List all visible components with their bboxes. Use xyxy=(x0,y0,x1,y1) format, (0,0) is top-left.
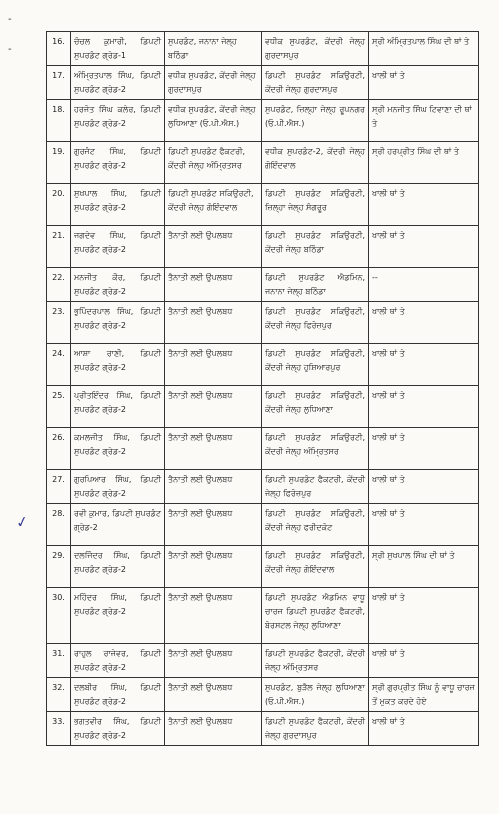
officer-name-cell: ਭਗਤਵੀਰ ਸਿੰਘ, ਡਿਪਟੀ ਸੁਪਰਡੰਟ ਗ੍ਰੇਡ-2 xyxy=(71,712,165,746)
new-posting-cell: ਡਿਪਟੀ ਸੁਪਰਡੰਟ ਸਕਿਉਰਟੀ, ਕੇਂਦਰੀ ਜੇਲ੍ਹ ਗੁਰਦਾਸਪੁਰ xyxy=(262,66,369,100)
remarks-cell: ਖਾਲੀ ਥਾਂ ਤੇ xyxy=(369,344,479,386)
remarks-cell: ਖਾਲੀ ਥਾਂ ਤੇ xyxy=(369,66,479,100)
table-row xyxy=(47,386,479,428)
new-posting-cell: ਡਿਪਟੀ ਸੁਪਰਡੰਟ ਸਕਿਉਰਟੀ, ਕੇਂਦਰੀ ਜੇਲ੍ਹ ਲੁਧਿਆਣਾ xyxy=(262,386,369,428)
officer-name-cell: ਗੁਰਪਿਆਰ ਸਿੰਘ, ਡਿਪਟੀ ਸੁਪਰਡੰਟ ਗ੍ਰੇਡ-2 xyxy=(71,470,165,504)
row-number-cell: 33. xyxy=(47,712,71,746)
officer-name-cell: ਆਸ਼ਾ ਰਾਣੀ, ਡਿਪਟੀ ਸੁਪਰਡੰਟ ਗ੍ਰੇਡ-2 xyxy=(71,344,165,386)
current-posting-cell: ਸੁਪਰਡੰਟ, ਜਨਾਨਾ ਜੇਲ੍ਹ ਬਠਿੰਡਾ xyxy=(165,32,262,66)
row-number-cell: 24. xyxy=(47,344,71,386)
remarks-cell: ਸ੍ਰੀ ਅੰਮ੍ਰਿਤਪਾਲ ਸਿੰਘ ਦੀ ਥਾਂ ਤੇ xyxy=(369,32,479,66)
new-posting-cell: ਵਧੀਕ ਸੁਪਰਡੰਟ-2, ਕੇਂਦਰੀ ਜੇਲ੍ਹ ਗੋਇੰਦਵਾਲ xyxy=(262,142,369,184)
table-row xyxy=(47,268,479,302)
officer-name-cell: ਗੁਰਜੰਟ ਸਿੰਘ, ਡਿਪਟੀ ਸੁਪਰਡੰਟ ਗ੍ਰੇਡ-2 xyxy=(71,142,165,184)
current-posting-cell: ਤੈਨਾਤੀ ਲਈ ਉਪਲਬਧ xyxy=(165,428,262,470)
table-row xyxy=(47,32,479,66)
officer-name-cell: ਮਨਜੀਤ ਕੌਰ, ਡਿਪਟੀ ਸੁਪਰਡੰਟ ਗ੍ਰੇਡ-2 xyxy=(71,268,165,302)
remarks-cell: ਖਾਲੀ ਥਾਂ ਤੇ xyxy=(369,184,479,226)
current-posting-cell: ਤੈਨਾਤੀ ਲਈ ਉਪਲਬਧ xyxy=(165,386,262,428)
table-row xyxy=(47,470,479,504)
row-number-cell: 16. xyxy=(47,32,71,66)
current-posting-cell: ਤੈਨਾਤੀ ਲਈ ਉਪਲਬਧ xyxy=(165,226,262,268)
current-posting-cell: ਤੈਨਾਤੀ ਲਈ ਉਪਲਬਧ xyxy=(165,302,262,344)
new-posting-cell: ਡਿਪਟੀ ਸੁਪਰਡੰਟ ਸਕਿਉਰਟੀ, ਜ਼ਿਲ੍ਹਾ ਜੇਲ੍ਹ ਸੰਗਰੂਰ xyxy=(262,184,369,226)
new-posting-cell: ਸੁਪਰਡੰਟ, ਜ਼ਿਲ੍ਹਾ ਜੇਲ੍ਹ ਰੂਪਨਗਰ (ਓ.ਪੀ.ਐਸ.) xyxy=(262,100,369,142)
officer-name-cell: ਕਮਲਜੀਤ ਸਿੰਘ, ਡਿਪਟੀ ਸੁਪਰਡੰਟ ਗ੍ਰੇਡ-2 xyxy=(71,428,165,470)
new-posting-cell: ਡਿਪਟੀ ਸੁਪਰਡੰਟ ਫੈਕਟਰੀ, ਕੇਂਦਰੀ ਜੇਲ੍ਹ ਫਿਰੋਜ਼ਪੁਰ xyxy=(262,470,369,504)
new-posting-cell: ਡਿਪਟੀ ਸੁਪਰਡੰਟ ਸਕਿਉਰਟੀ, ਕੇਂਦਰੀ ਜੇਲ੍ਹ ਫਿਰੋਜ਼ਪੁਰ xyxy=(262,302,369,344)
margin-dash: - xyxy=(8,44,12,55)
table-row xyxy=(47,546,479,588)
row-number-cell: 17. xyxy=(47,66,71,100)
officer-name-cell: ਮਹਿੰਦਰ ਸਿੰਘ, ਡਿਪਟੀ ਸੁਪਰਡੰਟ ਗ੍ਰੇਡ-2 xyxy=(71,588,165,644)
current-posting-cell: ਤੈਨਾਤੀ ਲਈ ਉਪਲਬਧ xyxy=(165,678,262,712)
officer-name-cell: ਦਲਬੀਰ ਸਿੰਘ, ਡਿਪਟੀ ਸੁਪਰਡੰਟ ਗ੍ਰੇਡ-2 xyxy=(71,678,165,712)
row-number-cell: 23. xyxy=(47,302,71,344)
new-posting-cell: ਡਿਪਟੀ ਸੁਪਰਡੰਟ ਸਕਿਉਰਟੀ, ਕੇਂਦਰੀ ਜੇਲ੍ਹ ਅੰਮ੍ਰਿਤਸਰ xyxy=(262,428,369,470)
table-row xyxy=(47,504,479,546)
officer-name-cell: ਚੰਚਲ ਕੁਮਾਰੀ, ਡਿਪਟੀ ਸੁਪਰਡੰਟ ਗ੍ਰੇਡ-1 xyxy=(71,32,165,66)
current-posting-cell: ਤੈਨਾਤੀ ਲਈ ਉਪਲਬਧ xyxy=(165,644,262,678)
current-posting-cell: ਡਿਪਟੀ ਸੁਪਰਡੰਟ ਸਕਿਉਰਟੀ, ਕੇਂਦਰੀ ਜੇਲ੍ਹ ਗੋਇੰਦਵਾਲ xyxy=(165,184,262,226)
row-number-cell: 32. xyxy=(47,678,71,712)
officer-name-cell: ਭੁਪਿੰਦਰਪਾਲ ਸਿੰਘ, ਡਿਪਟੀ ਸੁਪਰਡੰਟ ਗ੍ਰੇਡ-2 xyxy=(71,302,165,344)
current-posting-cell: ਤੈਨਾਤੀ ਲਈ ਉਪਲਬਧ xyxy=(165,344,262,386)
current-posting-cell: ਤੈਨਾਤੀ ਲਈ ਉਪਲਬਧ xyxy=(165,588,262,644)
remarks-cell: ਖਾਲੀ ਥਾਂ ਤੇ xyxy=(369,386,479,428)
remarks-cell: ਸ੍ਰੀ ਗੁਰਪ੍ਰੀਤ ਸਿੰਘ ਨੂੰ ਵਾਧੂ ਚਾਰਜ ਤੋਂ ਮੁਕਤ ਕਰਦੇ ਹੋਏ xyxy=(369,678,479,712)
current-posting-cell: ਤੈਨਾਤੀ ਲਈ ਉਪਲਬਧ xyxy=(165,712,262,746)
current-posting-cell: ਵਧੀਕ ਸੁਪਰਡੰਟ, ਕੇਂਦਰੀ ਜੇਲ੍ਹ ਗੁਰਦਾਸਪੁਰ xyxy=(165,66,262,100)
table-row xyxy=(47,100,479,142)
officer-name-cell: ਪ੍ਰੀਤਇੰਦਰ ਸਿੰਘ, ਡਿਪਟੀ ਸੁਪਰਡੰਟ ਗ੍ਰੇਡ-2 xyxy=(71,386,165,428)
remarks-cell: ਸ੍ਰੀ ਮਨਜੀਤ ਸਿੰਘ ਟਿਵਾਣਾ ਦੀ ਥਾਂ ਤੇ xyxy=(369,100,479,142)
table-row xyxy=(47,344,479,386)
remarks-cell: -- xyxy=(369,268,479,302)
table-row xyxy=(47,428,479,470)
handwritten-check-mark: ✓ xyxy=(14,511,31,533)
remarks-cell: ਸ੍ਰੀ ਹਰਪ੍ਰੀਤ ਸਿੰਘ ਦੀ ਥਾਂ ਤੇ xyxy=(369,142,479,184)
current-posting-cell: ਤੈਨਾਤੀ ਲਈ ਉਪਲਬਧ xyxy=(165,268,262,302)
new-posting-cell: ਡਿਪਟੀ ਸੁਪਰਡੰਟ ਐਡਮਿਨ ਵਾਧੂ ਚਾਰਜ ਡਿਪਟੀ ਸੁਪਰਡੰਟ ਫੈਕਟਰੀ, ਬੋਰਸਟਲ ਜੇਲ੍ਹ ਲੁਧਿਆਣਾ xyxy=(262,588,369,644)
current-posting-cell: ਡਿਪਟੀ ਸੁਪਰਡੰਟ ਫੈਕਟਰੀ, ਕੇਂਦਰੀ ਜੇਲ੍ਹ ਅੰਮ੍ਰਿਤਸਰ xyxy=(165,142,262,184)
row-number-cell: 19. xyxy=(47,142,71,184)
remarks-cell: ਸ੍ਰੀ ਸੁਖਪਾਲ ਸਿੰਘ ਦੀ ਥਾਂ ਤੇ xyxy=(369,546,479,588)
remarks-cell: ਖਾਲੀ ਥਾਂ ਤੇ xyxy=(369,588,479,644)
current-posting-cell: ਵਧੀਕ ਸੁਪਰਡੰਟ, ਕੇਂਦਰੀ ਜੇਲ੍ਹ ਲੁਧਿਆਣਾ (ਓ.ਪੀ.ਐਸ.) xyxy=(165,100,262,142)
remarks-cell: ਖਾਲੀ ਥਾਂ ਤੇ xyxy=(369,504,479,546)
new-posting-cell: ਡਿਪਟੀ ਸੁਪਰਡੰਟ ਫੈਕਟਰੀ, ਕੇਂਦਰੀ ਜੇਲ੍ਹ ਗੁਰਦਾਸਪੁਰ xyxy=(262,712,369,746)
row-number-cell: 25. xyxy=(47,386,71,428)
officer-name-cell: ਰਵੀ ਕੁਮਾਰ, ਡਿਪਟੀ ਸੁਪਰਡੰਟ ਗ੍ਰੇਡ-2 xyxy=(71,504,165,546)
new-posting-cell: ਡਿਪਟੀ ਸੁਪਰਡੰਟ ਸਕਿਉਰਟੀ, ਕੇਂਦਰੀ ਜੇਲ੍ਹ ਬਠਿੰਡਾ xyxy=(262,226,369,268)
remarks-cell: ਖਾਲੀ ਥਾਂ ਤੇ xyxy=(369,644,479,678)
officer-name-cell: ਹਰਜੋਤ ਸਿੰਘ ਕਲੇਰ, ਡਿਪਟੀ ਸੁਪਰਡੰਟ ਗ੍ਰੇਡ-2 xyxy=(71,100,165,142)
new-posting-cell: ਡਿਪਟੀ ਸੁਪਰਡੰਟ ਸਕਿਉਰਟੀ, ਕੇਂਦਰੀ ਜੇਲ੍ਹ ਫਰੀਦਕੋਟ xyxy=(262,504,369,546)
new-posting-cell: ਡਿਪਟੀ ਸੁਪਰਡੰਟ ਸਕਿਉਰਟੀ, ਕੇਂਦਰੀ ਜੇਲ੍ਹ ਹੁਸ਼ਿਆਰਪੁਰ xyxy=(262,344,369,386)
new-posting-cell: ਵਧੀਕ ਸੁਪਰਡੰਟ, ਕੇਂਦਰੀ ਜੇਲ੍ਹ ਗੁਰਦਾਸਪੁਰ xyxy=(262,32,369,66)
row-number-cell: 22. xyxy=(47,268,71,302)
row-number-cell: 29. xyxy=(47,546,71,588)
table-row xyxy=(47,678,479,712)
row-number-cell: 20. xyxy=(47,184,71,226)
table-row xyxy=(47,644,479,678)
row-number-cell: 31. xyxy=(47,644,71,678)
new-posting-cell: ਡਿਪਟੀ ਸੁਪਰਡੰਟ ਫੈਕਟਰੀ, ਕੇਂਦਰੀ ਜੇਲ੍ਹ ਅੰਮ੍ਰਿਤਸਰ xyxy=(262,644,369,678)
row-number-cell: 18. xyxy=(47,100,71,142)
table-row xyxy=(47,588,479,644)
table-row xyxy=(47,302,479,344)
officer-name-cell: ਰਾਹੁਲ ਰਾਜੇਵਰ, ਡਿਪਟੀ ਸੁਪਰਡੰਟ ਗ੍ਰੇਡ-2 xyxy=(71,644,165,678)
margin-dash: - xyxy=(8,14,12,25)
table-row xyxy=(47,184,479,226)
officer-name-cell: ਦਲਜਿੰਦਰ ਸਿੰਘ, ਡਿਪਟੀ ਸੁਪਰਡੰਟ ਗ੍ਰੇਡ-2 xyxy=(71,546,165,588)
row-number-cell: 27. xyxy=(47,470,71,504)
officer-name-cell: ਜਗਦੇਵ ਸਿੰਘ, ਡਿਪਟੀ ਸੁਪਰਡੰਟ ਗ੍ਰੇਡ-2 xyxy=(71,226,165,268)
current-posting-cell: ਤੈਨਾਤੀ ਲਈ ਉਪਲਬਧ xyxy=(165,470,262,504)
row-number-cell: 28. xyxy=(47,504,71,546)
remarks-cell: ਖਾਲੀ ਥਾਂ ਤੇ xyxy=(369,226,479,268)
officer-name-cell: ਅੰਮ੍ਰਿਤਪਾਲ ਸਿੰਘ, ਡਿਪਟੀ ਸੁਪਰਡੰਟ ਗ੍ਰੇਡ-2 xyxy=(71,66,165,100)
table-row xyxy=(47,712,479,746)
table-row xyxy=(47,66,479,100)
officer-name-cell: ਸੁਖਪਾਲ ਸਿੰਘ, ਡਿਪਟੀ ਸੁਪਰਡੰਟ ਗ੍ਰੇਡ-2 xyxy=(71,184,165,226)
current-posting-cell: ਤੈਨਾਤੀ ਲਈ ਉਪਲਬਧ xyxy=(165,546,262,588)
row-number-cell: 21. xyxy=(47,226,71,268)
new-posting-cell: ਡਿਪਟੀ ਸੁਪਰਡੰਟ ਸਕਿਉਰਟੀ, ਕੇਂਦਰੀ ਜੇਲ੍ਹ ਗੋਇੰਦਵਾਲ xyxy=(262,546,369,588)
new-posting-cell: ਸੁਪਰਡੰਟ, ਬੁੜੈਲ ਜੇਲ੍ਹ ਲੁਧਿਆਣਾ (ਓ.ਪੀ.ਐਸ.) xyxy=(262,678,369,712)
table-row xyxy=(47,142,479,184)
transfer-orders-table xyxy=(46,31,479,746)
remarks-cell: ਖਾਲੀ ਥਾਂ ਤੇ xyxy=(369,302,479,344)
remarks-cell: ਖਾਲੀ ਥਾਂ ਤੇ xyxy=(369,470,479,504)
new-posting-cell: ਡਿਪਟੀ ਸੁਪਰਡੰਟ ਐਡਮਿਨ, ਜਨਾਨਾ ਜੇਲ੍ਹ ਬਠਿੰਡਾ xyxy=(262,268,369,302)
table-row xyxy=(47,226,479,268)
row-number-cell: 26. xyxy=(47,428,71,470)
remarks-cell: ਖਾਲੀ ਥਾਂ ਤੇ xyxy=(369,428,479,470)
row-number-cell: 30. xyxy=(47,588,71,644)
table-body xyxy=(47,32,479,746)
current-posting-cell: ਤੈਨਾਤੀ ਲਈ ਉਪਲਬਧ xyxy=(165,504,262,546)
remarks-cell: ਖਾਲੀ ਥਾਂ ਤੇ xyxy=(369,712,479,746)
